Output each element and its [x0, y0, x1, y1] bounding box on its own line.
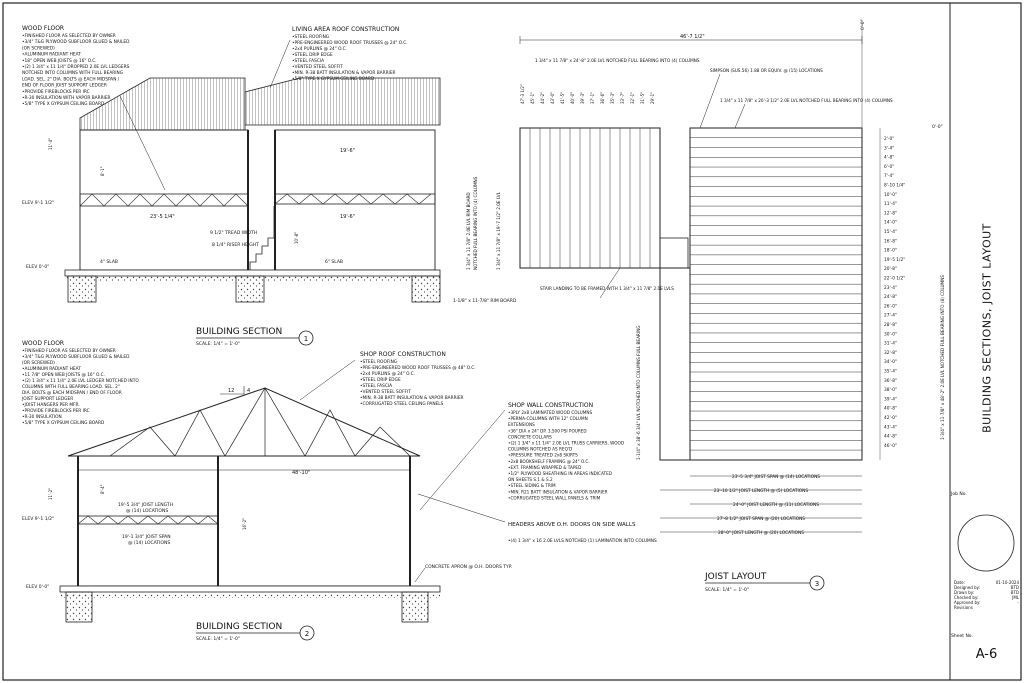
joist-hanger-note: SIMPSON (SUS.56) 1.88 OR EQUIV. @ (15) LOCATIONS: [710, 68, 823, 73]
joist-right-dim: 15'-4": [884, 230, 897, 235]
meta-value: JML: [1012, 595, 1019, 600]
joist-top-dim: 41'-5": [560, 91, 565, 104]
joist-right-dim: 20'-8": [884, 267, 897, 273]
joist-right-dim: 8'-10 1/4": [884, 183, 906, 189]
joist-rim-note: 1 3/4" x 11 7/8" x 20'-3 1/2" 2.0E LVL NOTCHED FULL BEARING INTO (4) COLUMNS: [720, 98, 893, 103]
section1-slab: [65, 270, 440, 276]
joist-bottom-dim: 23'-10 1/2" JOIST LENGTH @ (5) LOCATIONS: [713, 489, 809, 494]
joist-top-dim: 29'-1": [650, 91, 655, 104]
section1-roof-note: •5/8" TYPE X GYPSUM CEILING BOARD: [292, 77, 375, 82]
section1-h2: 8'-1": [100, 166, 105, 176]
joist-layout-title: JOIST LAYOUT: [705, 572, 767, 582]
section2-roof-note: •2x4 PURLINS @ 24" O.C.: [360, 372, 416, 377]
joist-bottom-left-note: 1-1/8" x 11-7/8" RIM BOARD: [453, 299, 517, 304]
meta-label: Approved by:: [954, 600, 981, 605]
joist-top-dim: 32'-1": [630, 91, 635, 104]
section2-floor-note: •(2) 1 3/4" x 11 1/4" 2.0E LVL LEDGER NOTCHED INTO: [22, 379, 139, 384]
section2-title: BUILDING SECTION: [196, 622, 283, 632]
joist-right-dim: 18'-0": [884, 248, 897, 254]
section2-wall-note: •EXT. FRAMING WRAPPED & TAPED: [508, 464, 582, 470]
joist-stair-note: STAIR LANDING TO BE FRAMED WITH 1 3/4" x 11 7/8" 2.0E LVLS: [540, 286, 674, 291]
joist-right-dim: 11'-4": [884, 202, 897, 208]
joist-right-dim: 46'-0": [884, 443, 897, 449]
section2-span: 48'-10": [292, 470, 311, 476]
section1-roof-note: •MIN. R-38 BATT INSULATION & VAPOR BARRIER: [292, 71, 396, 76]
section1-floor-note: •18" OPEN WEB JOISTS @ 16" O.C.: [22, 58, 97, 64]
section1-elev1: ELEV 9'-1 1/2": [22, 201, 55, 206]
section1-riser: 8 1/4" RISER HEIGHT: [212, 243, 259, 248]
joist-right-dim: 35'-4": [884, 369, 897, 375]
section2-joist-loc: @ (14) LOCATIONS: [126, 509, 169, 514]
section2-wall-note: •3PLY 2x8 LAMINATED WOOD COLUMNS: [508, 410, 593, 415]
joist-right-elev: 0'-0": [932, 125, 943, 130]
meta-label: Drawn by:: [954, 590, 975, 595]
section1-dim-left: 23'-5 1/4": [150, 214, 175, 220]
section2-roof-note: •PRE-ENGINEERED WOOD ROOF TRUSSES @ 48" O.C.: [360, 366, 476, 371]
section2-wall-note: •CORRUGATED STEEL WALL PANELS & TRIM: [508, 495, 601, 501]
section1-slab-right: 6" SLAB: [325, 260, 343, 265]
section2-wall-note: CONCRETE COLLARS: [508, 434, 552, 440]
job-label: Job No.: [951, 492, 967, 497]
section1-elev0: ELEV 0'-0": [26, 265, 50, 270]
joist-bottom-dimensions: [714, 474, 820, 536]
section2-h3: 8'-4": [100, 484, 105, 494]
section1-right-roof: [245, 78, 440, 125]
section1-floor-note: •5/8" TYPE X GYPSUM CEILING BOARD: [22, 102, 105, 108]
section1-floor-note: •3/4" T&G PLYWOOD SUBFLOOR GLUED & NAILED: [22, 40, 130, 46]
section2-wall-note: •PRESSURE TREATED 2x8 SKIRTS: [508, 452, 578, 458]
meta-label: Revisions: [954, 605, 973, 610]
section2-roof-note: •STEEL DRIP EDGE: [360, 378, 401, 383]
section2-wall-note: •36" DIA x 24" DP. 3,500 PSI POURED: [508, 428, 587, 434]
joist-layout-scale: SCALE: 1/4" = 1'-0": [705, 588, 749, 593]
sheet-title-block: [951, 202, 1022, 454]
section1-title: BUILDING SECTION: [196, 327, 283, 337]
meta-value: BTD: [1010, 585, 1019, 590]
section2-headers-note: •(4) 1 3/4" x 16 2.0E LVLS NOTCHED (1) LAMINATION INTO COLUMNS: [508, 539, 657, 544]
section1-floor-note: •FINISHED FLOOR AS SELECTED BY OWNER: [22, 34, 116, 39]
section2-h2: 11'-2": [48, 487, 53, 500]
section2-floor-note: •11 7/8" OPEN WEB JOISTS @ 16" O.C.: [22, 373, 105, 378]
joist-right-dim: 19'-5 1/2": [884, 257, 906, 263]
joist-right-dim: 42'-0": [884, 416, 897, 421]
section1-floor-note: END OF FLOOR JOIST SUPPORT LEDGER: [22, 83, 107, 89]
section-1-drawing: [65, 40, 440, 302]
section1-floor-note: (OR SCREWED): [22, 46, 55, 52]
joist-right-dim: 22'-0 1/2": [884, 276, 906, 282]
section2-wood-floor-notes: [21, 348, 139, 426]
section2-wood-floor-title: WOOD FLOOR: [22, 340, 65, 347]
joist-right-dimensions: [884, 136, 905, 449]
section1-floor-note: •(2) 1 3/4" x 11 1/4" DROPPED 2.0E LVL LEDGERS: [22, 65, 130, 70]
joist-bottom-dim: 23'-5 3/4" JOIST SPAN @ (14) LOCATIONS: [731, 475, 821, 480]
sheet-number-box: [951, 641, 1022, 667]
joist-right-dim: 3'-4": [884, 146, 895, 152]
section1-floor-note: •ALUMINUM RADIANT HEAT: [22, 52, 81, 58]
joist-right-dim: 24'-8": [884, 295, 897, 301]
section2-wall-notes: [508, 410, 624, 500]
joist-right-dim: 7'-4": [884, 174, 895, 180]
section1-tread: 9 1/2" TREAD WIDTH: [210, 231, 258, 236]
joist-top-dim: 40'-0": [570, 91, 575, 104]
section2-wall-note: •2x8 BOOKSHELF FRAMING @ 24" O.C.: [508, 458, 590, 464]
joist-left-note2: NOTCHED FULL BEARING INTO (4) COLUMNS: [473, 176, 478, 270]
joist-top-dim: 44'-2": [540, 91, 545, 104]
joist-top-note: 1 3/4" x 11 7/8" x 24'-8" 2.0E LVL NOTCHED FULL BEARING INTO (4) COLUMNS: [535, 58, 700, 63]
section1-roof-note: •STEEL FASCIA: [292, 59, 325, 64]
section1-number: 1: [303, 335, 309, 343]
joist-block-lower: [660, 268, 690, 460]
section2-floor-note: •ALUMINUM RADIANT HEAT: [22, 367, 81, 372]
joist-bottom-dim: 28'-0" JOIST LENGTH @ (20) LOCATIONS: [718, 531, 804, 536]
section2-joist-len: 19'-5 3/4" JOIST LENGTH: [118, 503, 174, 508]
joist-bottom-dim: 27'-8 1/2" JOIST SPAN @ (20) LOCATIONS: [716, 517, 806, 522]
joist-right-dim: 32'-8": [884, 350, 897, 356]
section2-joist-span: 19'-1 3/4" JOIST SPAN: [122, 535, 171, 540]
section2-wall-note: ON SHEETS S.1 & S.2: [508, 477, 553, 483]
sheet-label: Sheet No.: [951, 634, 973, 639]
meta-value: -: [1017, 600, 1019, 605]
joist-top-dim: 33'-7": [620, 91, 625, 104]
section2-floor-note: •R-30 INSULATION: [22, 415, 62, 420]
section2-roof-note: •VENTED STEEL SOFFIT: [360, 390, 411, 395]
joist-right-dim: 12'-8": [884, 211, 897, 217]
meta-value: 01-10-2024: [995, 580, 1019, 585]
section2-elev0: ELEV 0'-0": [26, 585, 50, 590]
section2-floor-note: DIA. BOLTS @ EACH MIDSPAN / END OF FLOOR: [22, 391, 122, 396]
section2-wall-note: •MIN. R21 BATT INSULATION & VAPOR BARRIER: [508, 489, 608, 495]
joist-right-dim: 27'-4": [884, 313, 897, 319]
section2-floor-note: •JOIST HANGERS PER MFR.: [22, 403, 80, 408]
joist-right-dim: 39'-4": [884, 397, 897, 403]
section2-floor-note: JOIST SUPPORT LEDGER: [22, 397, 74, 402]
meta-label: Designed by:: [954, 585, 981, 590]
meta-value: BTD: [1010, 590, 1019, 595]
section1-roof-title: LIVING AREA ROOF CONSTRUCTION: [292, 26, 400, 33]
seal-circle: [951, 506, 1022, 580]
section1-dim-right2: 19'-6": [340, 214, 356, 220]
joist-top-dim: 35'-3": [610, 91, 615, 104]
section1-floor-note: LOAD. SEL. 2" DIA. BOLTS @ EACH MIDSPAN /: [22, 77, 120, 83]
joist-right-dim: 10'-0": [884, 192, 897, 198]
joist-top-dim: 39'-3": [580, 91, 585, 104]
meta-row: [951, 605, 1022, 610]
section2-floor-note: •3/4" T&G PLYWOOD SUBFLOOR GLUED & NAILED: [22, 355, 130, 360]
joist-right-dim: 4'-8": [884, 155, 895, 161]
joist-top-dim: 37'-1": [590, 91, 595, 104]
section2-loft-floor: [78, 516, 218, 524]
joist-right-dim: 23'-4": [884, 285, 897, 291]
section2-roof-note: •STEEL ROOFING: [360, 360, 398, 365]
section2-wall-note: •STEEL SIDING & TRIM: [508, 483, 556, 489]
section2-pitch2: 4: [247, 388, 251, 394]
meta-label: Date:: [954, 580, 965, 585]
section2-wall-note: •1/2" PLYWOOD SHEATHING IN AREAS INDICATED: [508, 471, 612, 476]
section2-wall-left: [78, 456, 218, 586]
section2-floor-note: COLUMNS WITH FULL BEARING LOAD. SEL. 2": [22, 385, 120, 390]
section1-left-bay: [80, 130, 248, 270]
section2-roof-note: •STEEL FASCIA: [360, 384, 393, 389]
joist-right-dim: 6'-0": [884, 164, 895, 170]
joist-right-dim: 30'-0": [884, 332, 897, 338]
joist-top-dimensions: [520, 84, 655, 104]
section1-floor-joist: [80, 194, 248, 206]
joist-right-dim: 2'-0": [884, 137, 895, 142]
section1-slab-left: 4" SLAB: [100, 260, 118, 265]
sheet-title: BUILDING SECTIONS, JOIST LAYOUT: [980, 223, 993, 433]
section2-floor-note: •5/8" TYPE X GYPSUM CEILING BOARD: [22, 421, 105, 426]
section1-floor-note: •PROVIDE FIREBLOCKS PER IRC: [22, 89, 90, 95]
joist-right-dim: 44'-8": [884, 434, 897, 440]
joist-top-elev: 0'-0": [861, 19, 866, 30]
joist-top-dim: 36'-6": [600, 91, 605, 104]
section2-floor-note: •FINISHED FLOOR AS SELECTED BY OWNER: [22, 349, 116, 354]
joist-overall-dim: 46'-7 1/2": [680, 34, 705, 40]
section2-pitch1: 12: [228, 388, 235, 394]
joist-top-dim: 43'-0": [550, 91, 555, 104]
joist-right-dim: 16'-8": [884, 239, 897, 245]
joist-right-dim: 43'-4": [884, 425, 897, 431]
joist-top-dim: 45'-1": [530, 91, 535, 104]
section1-scale: SCALE: 1/4" = 1'-0": [196, 342, 240, 347]
joist-left-note1: 1 3/4" x 11 7/8" 2.0E LVL RIM BOARD: [466, 192, 471, 270]
section1-roof-note: •VENTED STEEL SOFFIT: [292, 65, 343, 70]
section1-floor-note: NOTCHED INTO COLUMNS WITH FULL BEARING: [22, 71, 124, 77]
joist-right-long-note: 1-3/4" x 11-7/8" x 48'-2" 2.0E LVL NOTCHED FULL BEARING INTO (8) COLUMNS: [940, 275, 945, 440]
stair-opening: [660, 238, 688, 268]
section2-h1: 16'-2": [242, 517, 247, 530]
section2-concrete-note: CONCRETE APRON @ O.H. DOORS TYP.: [425, 565, 513, 570]
section2-number: 2: [304, 630, 310, 638]
joist-right-dim: 38'-0": [884, 388, 897, 394]
section2-wall-note: EXTENSIONS: [508, 422, 535, 428]
section2-scale: SCALE: 1/4" = 1'-0": [196, 637, 240, 642]
section2-wall-note: •(2) 1 3/4" x 11 1/4" 2.0E LVL TRUSS CARRIERS, WOOD: [508, 440, 625, 446]
joist-right-dim: 28'-8": [884, 323, 897, 328]
section1-stair: [250, 206, 274, 270]
section2-slab: [60, 586, 440, 592]
section2-roof-notes: [360, 359, 476, 407]
meta-label: Checked by:: [954, 595, 979, 600]
section2-joist-loc2: @ (14) LOCATIONS: [128, 541, 171, 546]
joist-right-dim: 36'-8": [884, 378, 897, 384]
joist-middle-long-note: 1-1/4" x 38'-6 3/4" LVL NOTCHED INTO COLUMNS FULL BEARING: [636, 325, 641, 460]
section1-roof-notes: [292, 34, 408, 82]
section2-roof-title: SHOP ROOF CONSTRUCTION: [360, 351, 446, 358]
joist-right-dim: 31'-4": [884, 341, 897, 347]
section2-floor-note: (OR SCREWED): [22, 361, 55, 366]
section2-headers-title: HEADERS ABOVE O.H. DOORS ON SIDE WALLS: [508, 522, 636, 528]
section1-h1: 11'-4": [48, 137, 53, 150]
section2-wall-note: •PERMA-COLUMNS WITH 12" COLUMN: [508, 416, 588, 422]
section2-wall-note: COLUMNS NOTCHED AS REQ'D: [508, 446, 573, 452]
section1-roof-note: •STEEL ROOFING: [292, 35, 330, 40]
section2-roof-note: •CORRUGATED STEEL CEILING PANELS: [360, 402, 444, 407]
section1-wood-floor-title: WOOD FLOOR: [22, 25, 65, 32]
joist-right-dim: 26'-0": [884, 304, 897, 310]
joist-left-note3: 1 3/4" x 11 7/8" x 19'-7 1/2" 2.0E LVL: [496, 192, 501, 270]
sheet-number: A-6: [975, 646, 998, 662]
section1-roof-note: •PRE-ENGINEERED WOOD ROOF TRUSSES @ 24" O.C.: [292, 41, 408, 46]
section2-floor-note: •PROVIDE FIREBLOCKS PER IRC: [22, 409, 90, 414]
joist-right-dim: 14'-0": [884, 220, 897, 226]
joist-right-dim: 40'-8": [884, 406, 897, 412]
joist-layout-number: 3: [814, 580, 820, 588]
seal-area: [951, 506, 1022, 580]
section2-roof-note: •MIN. R-38 BATT INSULATION & VAPOR BARRIER: [360, 396, 464, 401]
section1-dim-right: 19'-6": [340, 148, 356, 154]
drawing-meta: [951, 580, 1022, 610]
section2-wall-title: SHOP WALL CONSTRUCTION: [508, 402, 594, 409]
joist-top-dim: 31'-5": [640, 91, 645, 104]
joist-bottom-dim: 24'-0" JOIST LENGTH @ (11) LOCATIONS: [733, 503, 819, 508]
joist-top-dim: 47'-3 1/2": [520, 84, 525, 104]
section2-elev1: ELEV 9'-1 1/2": [22, 517, 55, 522]
section1-roof-note: •2x4 PURLINS @ 24" O.C.: [292, 47, 348, 52]
section1-floor-note: •R-30 INSULATION WITH VAPOR BARRIER: [22, 96, 111, 101]
section1-roof-note: •STEEL DRIP EDGE: [292, 53, 333, 58]
section1-wood-floor-notes: [22, 33, 130, 107]
joist-right-dim: 34'-0": [884, 360, 897, 366]
section1-h3: 10'-8": [294, 231, 299, 244]
